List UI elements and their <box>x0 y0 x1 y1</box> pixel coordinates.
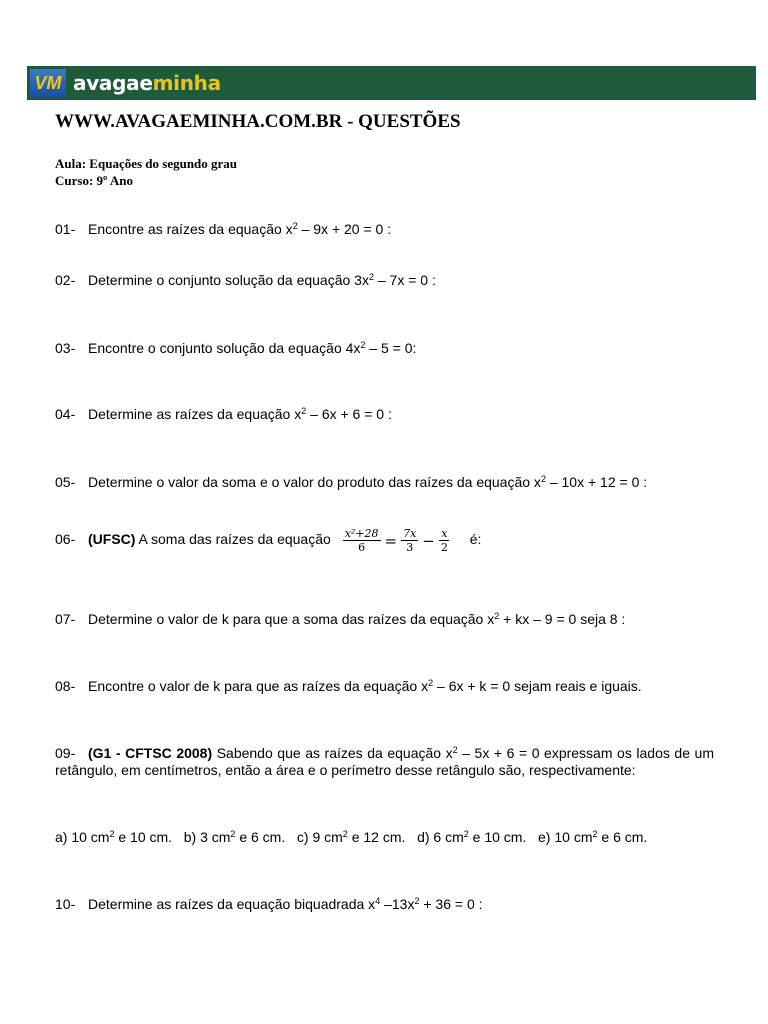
question-08: 08- Encontre o valor de k para que as raízes da equação $x^2 - 6x + k = 0$ sejam reais e iguais. <box>55 678 642 694</box>
question-07: 07- Determine o valor de k para que a soma das raízes da equação $x^2$ + kx – 9 = 0 seja 8 : <box>55 611 626 627</box>
question-09-options: a) 10 $cm^2$ e 10 cm. b) 3 $cm^2$ e 6 cm. c) 9 $cm^2$ e 12 cm. d) 6 $cm^2$ e 10 cm. e) 10 $cm^2$ e 6 cm. <box>55 829 648 845</box>
question-03: 03- Encontre o conjunto solução da equação $4x^2 - 5 = 0$: <box>55 340 417 356</box>
logo-mark: VM <box>30 69 66 97</box>
page-title: WWW.AVAGAEMINHA.COM.BR - QUESTÕES <box>55 111 461 132</box>
curso-label: Curso: 9º Ano <box>55 173 133 188</box>
question-09: 09- (G1 - CFTSC 2008) Sabendo que as raízes da equação $x^2 - 5x + 6 = 0$ expressam os lados de um retângulo, em centímetros, então a área e o perímetro desse retângulo são, respectivamente: <box>55 745 714 778</box>
question-02: 02- Determine o conjunto solução da equação $3x^2 - 7x = 0$ : <box>55 272 436 288</box>
question-06: 06- (UFSC) A soma das raízes da equação $\frac{\text{x²+28}}{6}$ = $\frac{7x}{3}$ − $\frac{x}{2}$ é: <box>55 527 482 554</box>
logo-text: avagaeminha <box>73 71 221 95</box>
fraction-2: $\frac{7x}{3}$ <box>403 527 417 554</box>
site-banner <box>27 66 756 100</box>
question-10: 10- Determine as raízes da equação biquadrada $x^4$ $-13x^2 + 36 = 0$ : <box>55 896 483 912</box>
question-04: 04- Determine as raízes da equação $x^2 - 6x + 6 = 0$ : <box>55 406 392 422</box>
aula-label: Aula: Equações do segundo grau <box>55 156 238 171</box>
question-01: 01- Encontre as raízes da equação $x^2 - 9x + 20 = 0$ : <box>55 221 392 237</box>
question-05: 05- Determine o valor da soma e o valor do produto das raízes da equação $x^2 - 10x + 12 = 0$ : <box>55 474 648 490</box>
fraction-1: $\frac{\text{x²+28}}{6}$ <box>344 527 379 554</box>
fraction-3: $\frac{x}{2}$ <box>440 527 448 554</box>
